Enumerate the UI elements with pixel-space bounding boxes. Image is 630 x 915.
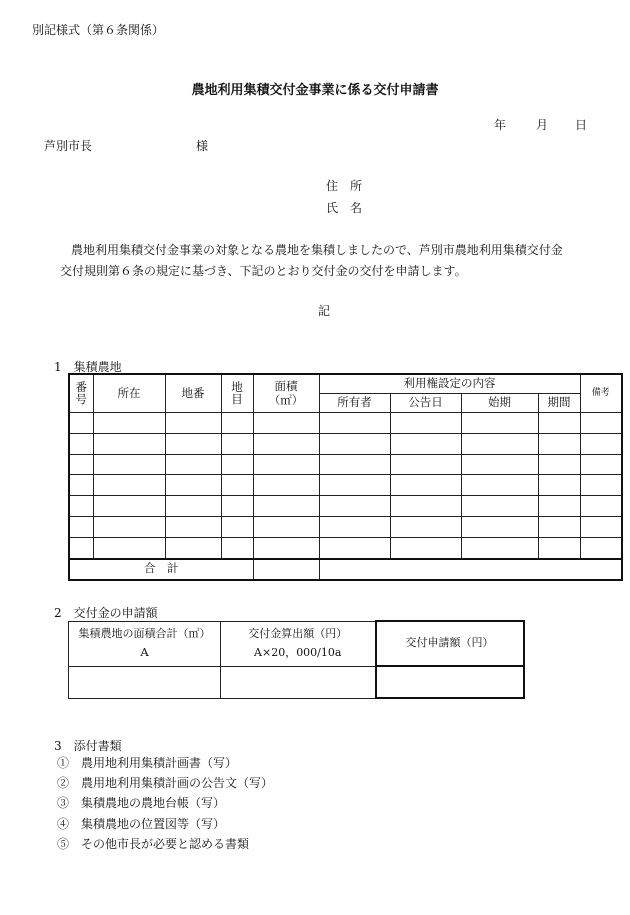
total-area-value [69,666,221,698]
total-label: 合 計 [69,559,253,580]
col-number: 番号 [69,374,93,413]
col-notice-date: 公告日 [390,394,461,413]
address-label: 住 所 [326,179,363,193]
total-area-header: 集積農地の面積合計（㎡） A [69,621,221,666]
name-label: 氏 名 [326,201,363,215]
calculated-amount-header: 交付金算出額（円） A×20，000/10a [221,621,376,666]
col-lot: 地番 [165,374,221,413]
addressee-honorific: 様 [196,139,209,153]
list-item: ③ 集積農地の農地台帳（写） [57,796,226,811]
date-month: 月 [536,118,549,132]
body-line-1: 農地利用集積交付金事業の対象となる農地を集積しましたので、芦別市農地利用集積交付金 [71,243,563,257]
calculated-amount-value [221,666,376,698]
section2-heading: 2 交付金の申請額 [54,606,158,620]
section1-heading: 1 集積農地 [54,360,122,374]
total-row [69,559,622,580]
ki-label: 記 [318,304,331,318]
total-area-cell [253,559,319,580]
date-day: 日 [575,118,588,132]
list-item: ⑤ その他市長が必要と認める書類 [57,836,250,851]
table-row [69,475,622,496]
body-line-2: 交付規則第６条の規定に基づき、下記のとおり交付金の交付を申請します。 [60,264,467,278]
list-item: ① 農用地利用集積計画書（写） [57,756,238,770]
table-row [69,454,622,475]
col-owner: 所有者 [319,394,390,413]
attachment-list [57,753,273,854]
list-item: ② 農用地利用集積計画の公告文（写） [57,776,274,791]
table-row [69,537,622,558]
table-row [69,413,622,434]
col-rights-group: 利用権設定の内容 [319,374,580,394]
form-reference: 別記様式（第６条関係） [32,23,165,37]
table-row [69,516,622,537]
col-area: 面積 （㎡） [253,374,319,413]
total-blank-cell [319,559,622,580]
col-start: 始期 [461,394,538,413]
date-year: 年 [494,118,507,132]
requested-amount-header: 交付申請額（円） [376,621,524,666]
section3-heading: 3 添付書類 [54,739,122,753]
table-row [69,433,622,454]
list-item: ④ 集積農地の位置図等（写） [57,816,226,831]
requested-amount-value [376,666,524,698]
application-amount-table [68,620,525,699]
document-title: 農地利用集積交付金事業に係る交付申請書 [191,83,439,98]
col-period: 期間 [538,394,580,413]
col-location: 所在 [93,374,165,413]
addressee-name: 芦別市長 [44,139,93,153]
table-row [69,496,622,517]
col-remarks: 備考 [580,374,622,413]
col-land-category: 地目 [221,374,253,413]
farmland-table [68,373,623,581]
